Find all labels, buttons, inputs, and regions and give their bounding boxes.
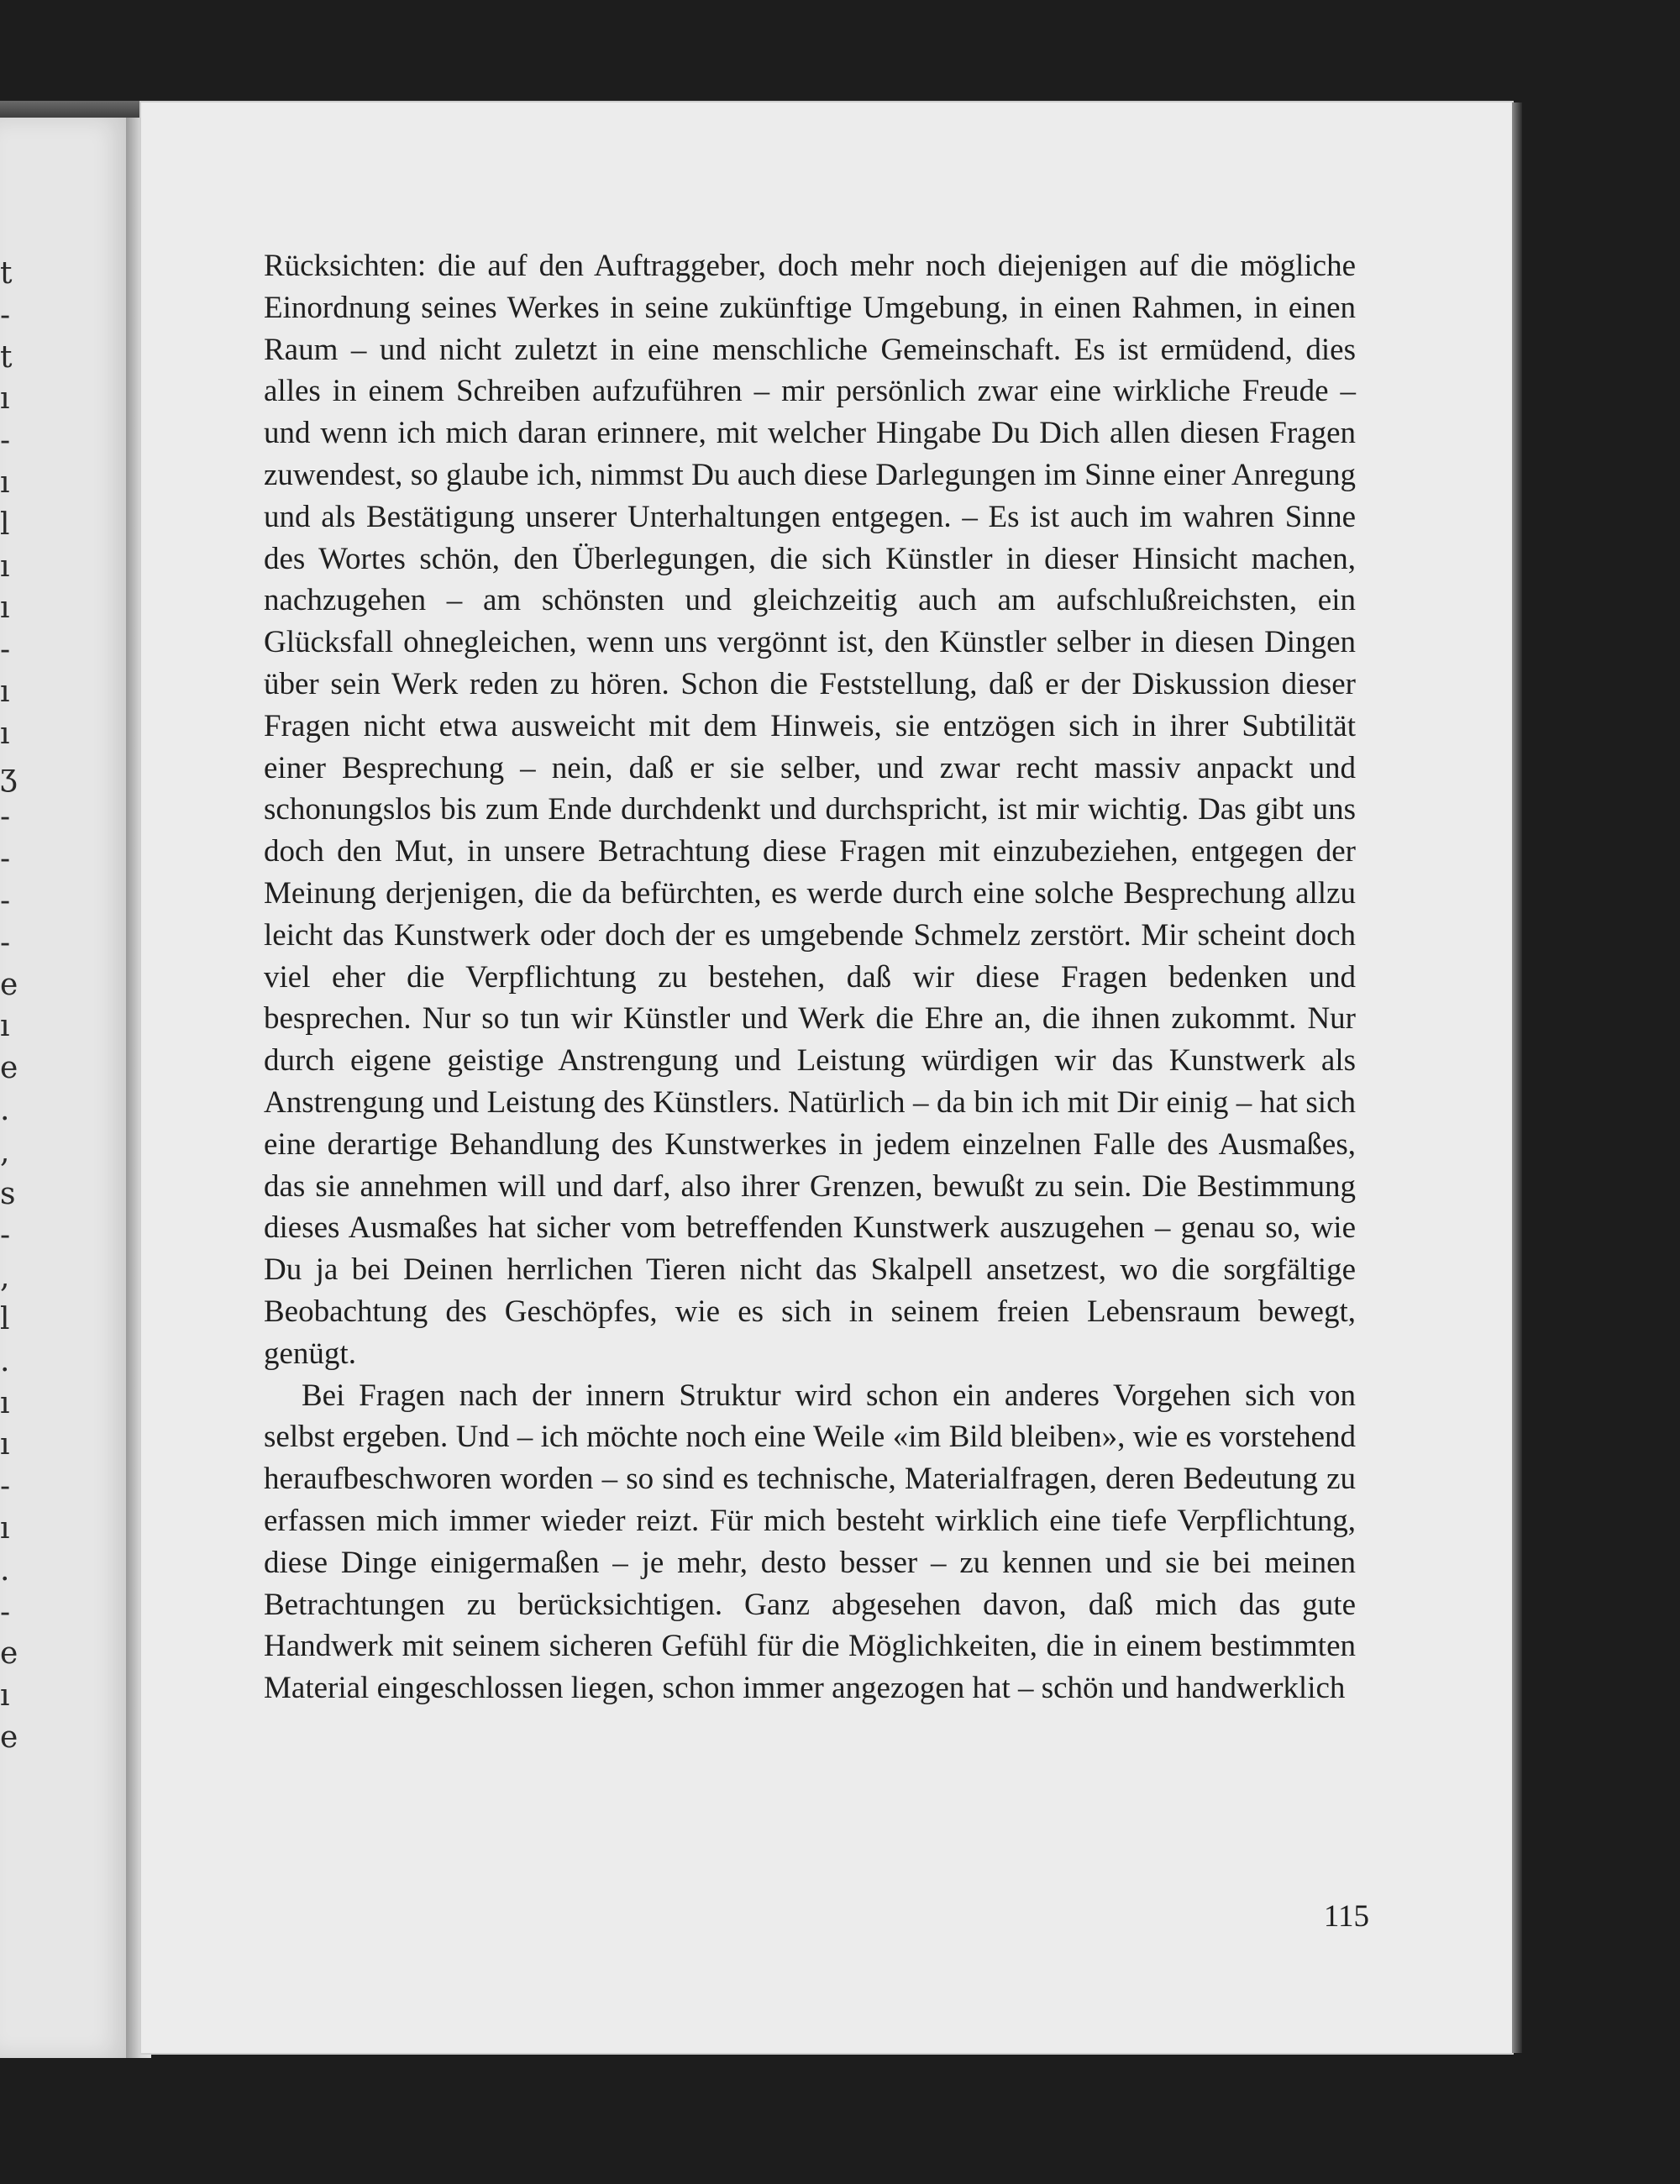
left-margin-fragment: ı [0, 549, 10, 584]
left-margin-fragment: ı [0, 1511, 10, 1546]
paragraph-2: Bei Fragen nach der innern Struktur wird schon ein anderes Vorgehen sich von selbst ergeben. Und – ich möchte noch eine Weile «im Bild bleiben», wie es vorstehend heraufbeschworen worden – so sind es technische, Materialfragen, deren Bedeutung zu erfassen mich immer wieder reizt. Für mich besteht wirklich eine tiefe Verpflichtung, diese Dinge einigermaßen – je mehr, desto besser – zu kennen und sie bei meinen Betrachtungen zu berücksichtigen. Ganz abgesehen davon, daß mich das gute Handwerk mit seinem sicheren Gefühl für die Möglichkeiten, die in einem bestimmten Material eingeschlossen liegen, schon immer angezogen hat – schön und handwerklich [264, 1378, 1356, 1706]
left-margin-fragment: ı [0, 591, 10, 626]
left-margin-fragment: e [0, 967, 18, 1002]
left-margin-fragment: ı [0, 1009, 10, 1044]
left-margin-fragment: t [0, 339, 13, 375]
left-margin-fragment: - [0, 842, 11, 877]
left-margin-fragment: . [0, 1343, 10, 1378]
left-margin-fragment: ı [0, 716, 10, 751]
left-margin-fragment: , [0, 1260, 10, 1295]
left-margin-fragment: e [0, 1636, 18, 1672]
right-page [141, 102, 1512, 2053]
left-margin-fragment: - [0, 800, 11, 835]
left-margin-fragment: e [0, 1051, 18, 1086]
left-page [0, 118, 132, 2058]
left-margin-fragment: - [0, 925, 11, 960]
left-margin-fragment: - [0, 1469, 11, 1504]
left-margin-fragment: ı [0, 465, 10, 500]
left-margin-fragment: - [0, 884, 11, 918]
left-margin-fragment: ı [0, 381, 10, 417]
left-margin-fragment: e [0, 1720, 18, 1755]
left-margin-fragment: , [0, 1134, 10, 1169]
left-margin-fragment: - [0, 1594, 11, 1630]
left-margin-fragment: t [0, 256, 13, 291]
left-margin-fragment: . [0, 1093, 10, 1127]
left-margin-fragment: - [0, 633, 11, 668]
paragraph-1: Rücksichten: die auf den Auftraggeber, doch mehr noch diejenigen auf die mögliche Einordnung seines Werkes in seine zukünftige Umgebung, in einen Rahmen, in einen Raum – und nicht zuletzt in eine menschliche Gemeinschaft. Es ist ermüdend, dies alles in einem Schreiben aufzuführen – mir persönlich zwar eine wirkliche Freude – und wenn ich mich daran erinnere, mit welcher Hingabe Du Dich allen diesen Fragen zuwendest, so glaube ich, nimmst Du auch diese Darlegungen im Sinne einer Anregung und als Bestätigung unserer Unterhaltungen entgegen. – Es ist auch im wahren Sinne des Wortes schön, den Überlegungen, die sich Künstler in dieser Hinsicht machen, nachzugehen – am schönsten und gleichzeitig auch am aufschlußreichsten, ein Glücksfall ohnegleichen, wenn uns vergönnt ist, den Künstler selber in diesen Dingen über sein Werk reden zu hören. Schon die Feststellung, daß er der Diskussion dieser Fragen nicht etwa ausweicht mit dem Hinweis, sie entzögen sich in ihrer Subtilität einer Besprechung – nein, daß er sie selber, und zwar recht massiv anpackt und schonungslos bis zum Ende durchdenkt und durchspricht, ist mir wichtig. Das gibt uns doch den Mut, in unsere Betrachtung diese Fragen mit einzubeziehen, entgegen der Meinung derjenigen, die da befürchten, es werde durch eine solche Besprechung allzu leicht das Kunstwerk oder doch der es umgebende Schmelz zerstört. Mir scheint doch viel eher die Verpflichtung zu bestehen, daß wir diese Fragen bedenken und besprechen. Nur so tun wir Künstler und Werk die Ehre an, die ihnen zukommt. Nur durch eigene geistige Anstrengung und Leistung würdigen wir das Kunstwerk als Anstrengung und Leistung des Künstlers. Natürlich – da bin ich mit Dir einig – hat sich eine derartige Behandlung des Kunstwerkes in jedem einzelnen Falle des Ausmaßes, das sie annehmen will und darf, also ihrer Grenzen, bewußt zu sein. Die Bestimmung dieses Ausmaßes hat sicher vom betreffenden Kunstwerk auszugehen – genau so, wie Du ja bei Deinen herrlichen Tieren nicht das Skalpell ansetzest, wo die sorgfältige Beobachtung des Geschöpfes, wie es sich in seinem freien Lebensraum bewegt, genügt. [264, 249, 1356, 1371]
left-margin-fragment: s [0, 1176, 16, 1211]
left-margin-fragment: ʒ [0, 758, 18, 793]
left-margin-fragment: ı [0, 1678, 10, 1714]
left-margin-fragment: - [0, 1218, 11, 1253]
left-page-margin-text [0, 118, 17, 2058]
left-margin-fragment: . [0, 1552, 10, 1588]
page-number: 115 [1323, 1899, 1369, 1934]
left-margin-fragment: ı [0, 675, 10, 709]
page-edge-shadow [1512, 102, 1522, 2053]
left-margin-fragment: ı [0, 1427, 10, 1462]
left-margin-fragment: - [0, 297, 11, 333]
left-margin-fragment: ı [0, 1385, 10, 1420]
body-text [264, 245, 1356, 1709]
left-margin-fragment: - [0, 423, 11, 459]
left-margin-fragment: l [0, 1302, 10, 1336]
left-margin-fragment: l [0, 507, 10, 542]
